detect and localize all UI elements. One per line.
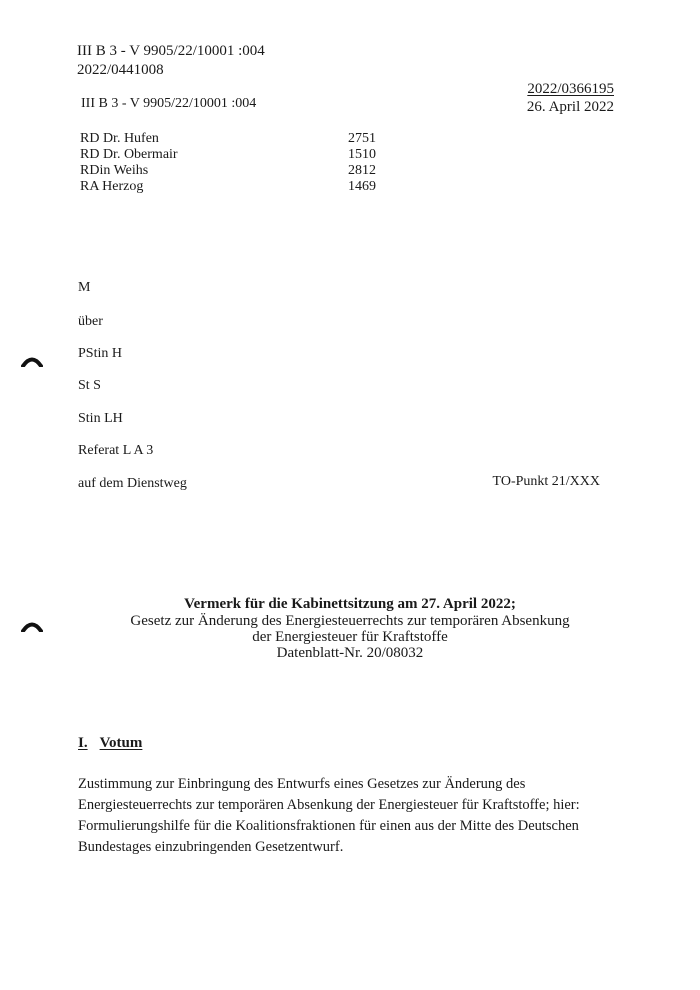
staff-row bbox=[80, 179, 388, 195]
punch-hole-mark-icon bbox=[21, 355, 43, 367]
document-date: 26. April 2022 bbox=[526, 99, 614, 115]
staff-name: RDin Weihs bbox=[80, 163, 149, 178]
staff-name: RA Herzog bbox=[80, 179, 144, 194]
section-number: I. bbox=[78, 735, 88, 751]
memo-subject-line: Gesetz zur Änderung des Energiesteuerrechts zur temporären Absenkung bbox=[130, 613, 570, 629]
document-number-top: 2022/0441008 bbox=[77, 62, 164, 78]
staff-name: RD Dr. Obermair bbox=[80, 147, 178, 162]
paragraph-line: Zustimmung zur Einbringung des Entwurfs eines Gesetzes zur Änderung des bbox=[78, 776, 526, 792]
section-heading bbox=[78, 735, 142, 752]
memo-heading: Vermerk für die Kabinettsitzung am 27. April 2022; bbox=[184, 596, 516, 612]
routing-item: M bbox=[78, 280, 91, 295]
paragraph-line: Energiesteuerrechts zur temporären Absenkung der Energiesteuer für Kraftstoffe; hier: bbox=[78, 797, 580, 813]
staff-row bbox=[80, 163, 388, 179]
memo-title-block bbox=[0, 596, 700, 661]
routing-item: Referat L A 3 bbox=[78, 443, 154, 458]
datasheet-number: Datenblatt-Nr. 20/08032 bbox=[276, 645, 424, 661]
staff-extension: 1469 bbox=[348, 179, 376, 194]
agenda-item-number: TO-Punkt 21/XXX bbox=[492, 474, 600, 489]
staff-extension: 2751 bbox=[348, 131, 376, 146]
paragraph-line: Formulierungshilfe für die Koalitionsfraktionen für einen aus der Mitte des Deutschen bbox=[78, 818, 579, 834]
staff-row bbox=[80, 131, 388, 147]
section-title: Votum bbox=[99, 735, 143, 751]
reference-date-block bbox=[527, 80, 614, 116]
staff-row bbox=[80, 147, 388, 163]
document-number-right: 2022/0366195 bbox=[527, 81, 614, 97]
routing-item: St S bbox=[78, 378, 101, 393]
memo-subject-line: der Energiesteuer für Kraftstoffe bbox=[252, 629, 448, 645]
file-reference-second: III B 3 - V 9905/22/10001 :004 bbox=[81, 96, 257, 111]
file-reference-top: III B 3 - V 9905/22/10001 :004 bbox=[77, 43, 265, 59]
routing-item: auf dem Dienstweg bbox=[78, 476, 187, 491]
routing-item: Stin LH bbox=[78, 411, 123, 426]
staff-list bbox=[80, 131, 388, 195]
paragraph-line: Bundestages einzubringenden Gesetzentwurf. bbox=[78, 839, 344, 855]
staff-extension: 2812 bbox=[348, 163, 376, 178]
staff-name: RD Dr. Hufen bbox=[80, 131, 159, 146]
routing-item: PStin H bbox=[78, 346, 122, 361]
routing-item: über bbox=[78, 314, 103, 329]
staff-extension: 1510 bbox=[348, 147, 376, 162]
votum-paragraph bbox=[78, 774, 638, 858]
